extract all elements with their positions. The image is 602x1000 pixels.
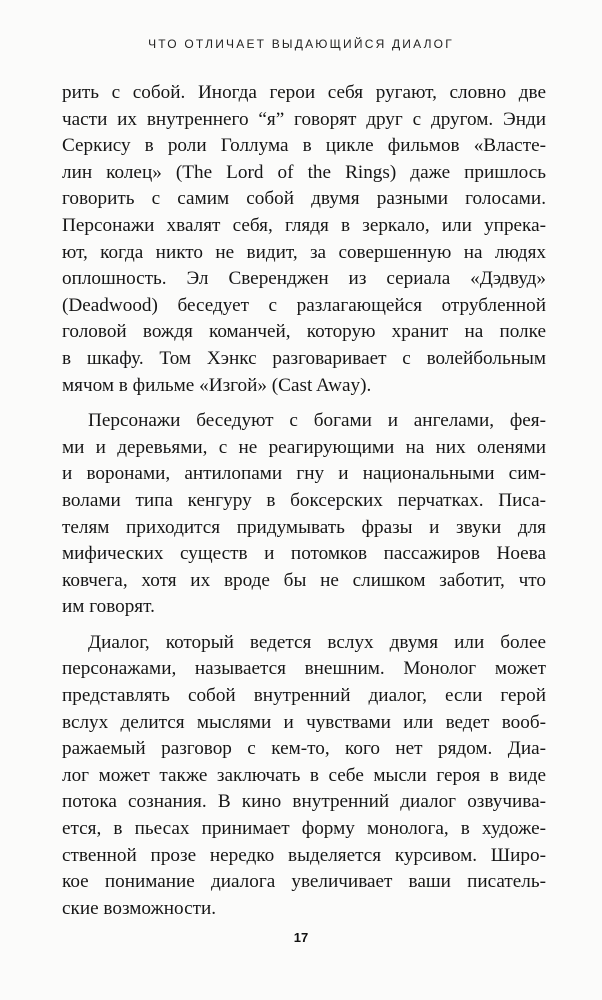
text-line: ется, в пьесах принимает форму монолога, в художе- [62, 818, 546, 840]
text-line: ковчега, хотя их вроде бы не слишком заботит, что [62, 569, 546, 591]
running-head: ЧТО ОТЛИЧАЕТ ВЫДАЮЩИЙСЯ ДИАЛОГ [148, 37, 454, 51]
text-line: Диалог, который ведется вслух двумя или более [88, 631, 546, 653]
paragraph-gap [62, 621, 546, 630]
text-line: ют, когда никто не видит, за совершенную на людях [62, 241, 546, 263]
text-line: в шкафу. Том Хэнкс разговаривает с волейбольным [62, 347, 546, 369]
paragraph [62, 80, 546, 399]
text-line: головой вождя команчей, которую хранит на полке [62, 321, 546, 343]
text-line: ские возможности. [62, 897, 217, 919]
paragraph [62, 630, 546, 923]
text-line: вслух делится мыслями и чувствами или ведет вооб- [62, 711, 546, 733]
text-line: кое понимание диалога увеличивает ваши писатель- [62, 871, 546, 893]
text-line: говорить с самим собой двумя разными голосами. [62, 188, 546, 210]
text-line: телям приходится придумывать фразы и звуки для [62, 516, 546, 538]
text-line: представлять собой внутренний диалог, если герой [62, 685, 546, 707]
text-line: ственной прозе нередко выделяется курсивом. Широ- [62, 844, 546, 866]
paragraph [62, 408, 546, 621]
text-line: рить с собой. Иногда герои себя ругают, словно две [62, 82, 546, 103]
page-number: 17 [293, 930, 309, 945]
text-line: (Deadwood) беседует с разлагающейся отрубленной [62, 294, 546, 316]
text-line: потока сознания. В кино внутренний диалог озвучива- [62, 791, 546, 813]
paragraph-gap [62, 399, 546, 408]
body-text [62, 80, 546, 922]
text-line: мячом в фильме «Изгой» (Cast Away). [62, 374, 372, 396]
text-line: Персонажи беседуют с богами и ангелами, фея- [88, 410, 546, 432]
text-line: части их внутреннего “я” говорят друг с другом. Энди [62, 108, 546, 130]
text-line: Персонажи хвалят себя, глядя в зеркало, или упрека- [62, 214, 546, 236]
text-line: мифических существ и потомков пассажиров Ноева [62, 543, 546, 565]
text-line: ражаемый разговор с кем-то, кого нет рядом. Диа- [62, 738, 546, 760]
text-line: персонажами, называется внешним. Монолог может [62, 658, 546, 680]
text-line: оплошность. Эл Сверенджен из сериала «Дэдвуд» [62, 268, 546, 290]
text-line: ми и деревьями, с не реагирующими на них оленями [62, 436, 546, 458]
text-line: лин колец» (The Lord of the Rings) даже пришлось [62, 161, 546, 183]
text-line: Серкису в роли Голлума в цикле фильмов «Власте- [62, 135, 546, 157]
text-line: им говорят. [62, 596, 155, 618]
text-line: и воронами, антилопами гну и национальными сим- [62, 463, 546, 485]
text-line: волами типа кенгуру в боксерских перчатках. Писа- [62, 489, 546, 511]
text-line: лог может также заключать в себе мысли героя в виде [62, 764, 546, 786]
